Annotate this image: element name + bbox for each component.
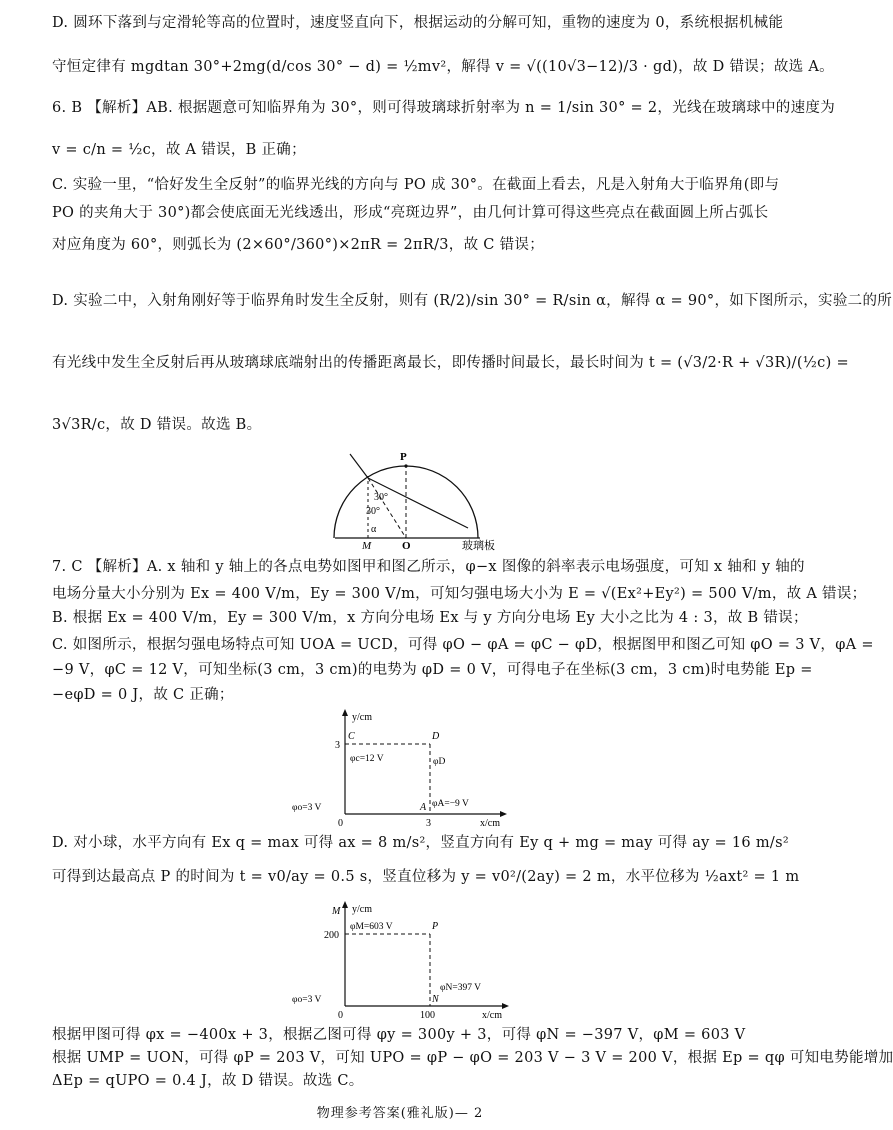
label-c: C [348,731,355,742]
label-y-axis: y/cm [352,904,372,915]
x-axis-arrow [500,811,507,817]
paragraph-line: B. 根据 Ex = 400 V/m，Ey = 300 V/m，x 方向分电场 Ex 与 y 方向分电场 Ey 大小之比为 4 : 3，故 B 错误； [52,610,808,626]
paragraph-line: 6. B 【解析】AB. 根据题意可知临界角为 30°，则可得玻璃球折射率为 n = 1/sin 30° = 2，光线在玻璃球中的速度为 [52,100,836,116]
paragraph-line: C. 实验一里，“恰好发生全反射”的临界光线的方向与 PO 成 30°。在截面上看去，凡是入射角大于临界角(即与 [52,177,780,193]
tick-y-200: 200 [324,930,339,941]
x-axis-arrow [502,1003,509,1009]
paragraph-line: v = c/n = ½c，故 A 错误，B 正确； [52,142,306,158]
incident-ray [350,454,368,478]
y-axis-arrow [342,901,348,908]
paragraph-line: 可得到达最高点 P 的时间为 t = v0/ay = 0.5 s，竖直位移为 y = v0²/(2ay) = 2 m，水平位移为 ½axt² = 1 m [52,869,800,885]
figure-potential-m [290,898,520,1020]
paragraph-line: −eφD = 0 J，故 C 正确； [52,687,234,703]
paragraph-line: 电场分量大小分别为 Ex = 400 V/m，Ey = 300 V/m，可知匀强电场大小为 E = √(Ex²+Ey²) = 500 V/m，故 A 错误； [52,586,867,602]
figure-potential-cm [290,706,510,828]
paragraph-line: 根据 UMP = UON，可得 φP = 203 V，可知 UPO = φP − φO = 203 V − 3 V = 200 V，根据 Ep = qφ 可知电势能增加 [52,1050,893,1066]
label-a: A [420,802,427,813]
paragraph-line: D. 对小球，水平方向有 Ex q = max 可得 ax = 8 m/s²，竖直方向有 Ey q + mg = may 可得 ay = 16 m/s² [52,835,789,851]
paragraph-line: 7. C 【解析】A. x 轴和 y 轴上的各点电势如图甲和图乙所示，φ−x 图像的斜率表示电场强度，可知 x 轴和 y 轴的 [52,559,805,575]
label-phi-o: φo=3 V [292,995,322,1005]
paragraph-line: D. 圆环下落到与定滑轮等高的位置时，速度竖直向下，根据运动的分解可知，重物的速度为 0，系统根据机械能 [52,15,784,31]
label-alpha: α [371,524,377,535]
reflected-ray [368,478,468,528]
page-footer: 物理参考答案(雅礼版)— 2 [316,1106,484,1121]
paragraph-line: PO 的夹角大于 30°)都会使底面无光线透出，形成“亮斑边界”，由几何计算可得这些亮点在截面圆上所占弧长 [52,205,769,221]
label-x-axis: x/cm [480,818,500,829]
label-phi-d: φD [433,757,446,767]
label-phi-n: φN=397 V [440,983,482,993]
paragraph-line: 守恒定律有 mgdtan 30°+2mg(d/cos 30° − d) = ½mv²，解得 v = √((10√3−12)/3 · gd)，故 D 错误；故选 A。 [52,59,834,75]
label-x-axis: x/cm [482,1010,502,1021]
label-phi-m: φM=603 V [350,922,393,932]
label-y-axis: y/cm [352,712,372,723]
label-d: D [432,731,440,742]
tick-x-3: 3 [426,818,431,829]
y-axis-arrow [342,709,348,716]
label-m: M [362,540,372,552]
paragraph-line: 对应角度为 60°，则弧长为 (2×60°/360°)×2πR = 2πR/3，故 C 错误； [52,237,545,253]
paragraph-line: 根据甲图可得 φx = −400x + 3，根据乙图可得 φy = 300y + 3，可得 φN = −397 V，φM = 603 V [52,1027,746,1043]
paragraph-line: D. 实验二中，入射角刚好等于临界角时发生全反射，则有 (R/2)/sin 30° = R/sin α，解得 α = 90°，如下图所示，实验二的所 [52,293,893,309]
label-p: P [400,451,407,463]
paragraph-line: C. 如图所示，根据匀强电场特点可知 UOA = UCD，可得 φO − φA = φC − φD，根据图甲和图乙可知 φO = 3 V，φA = [52,637,874,653]
paragraph-line: −9 V，φC = 12 V，可知坐标(3 cm，3 cm)的电势为 φD = 0 V，可得电子在坐标(3 cm，3 cm)时电势能 Ep = [52,662,813,678]
label-n: N [432,994,439,1005]
figure-glass-sphere [320,440,520,550]
label-o: O [402,540,411,552]
label-origin: 0 [338,1010,343,1021]
label-phi-o: φo=3 V [292,803,322,813]
label-phi-a: φA=−9 V [432,799,469,809]
tick-x-100: 100 [420,1010,435,1021]
point-p [404,464,407,467]
label-p: P [432,921,439,932]
tick-y-3: 3 [335,740,340,751]
label-phi-c: φc=12 V [350,754,384,764]
paragraph-line: 有光线中发生全反射后再从玻璃球底端射出的传播距离最长，即传播时间最长，最长时间为 t = (√3/2·R + √3R)/(½c) = [52,355,849,371]
label-plate: 玻璃板 [462,540,495,552]
label-m: M [332,906,341,917]
label-angle-1: 30° [374,492,388,503]
label-angle-2: 30° [366,506,380,517]
paragraph-line: 3√3R/c，故 D 错误。故选 B。 [52,417,262,433]
paragraph-line: ΔEp = qUPO = 0.4 J，故 D 错误。故选 C。 [52,1073,364,1089]
label-origin: 0 [338,818,343,829]
